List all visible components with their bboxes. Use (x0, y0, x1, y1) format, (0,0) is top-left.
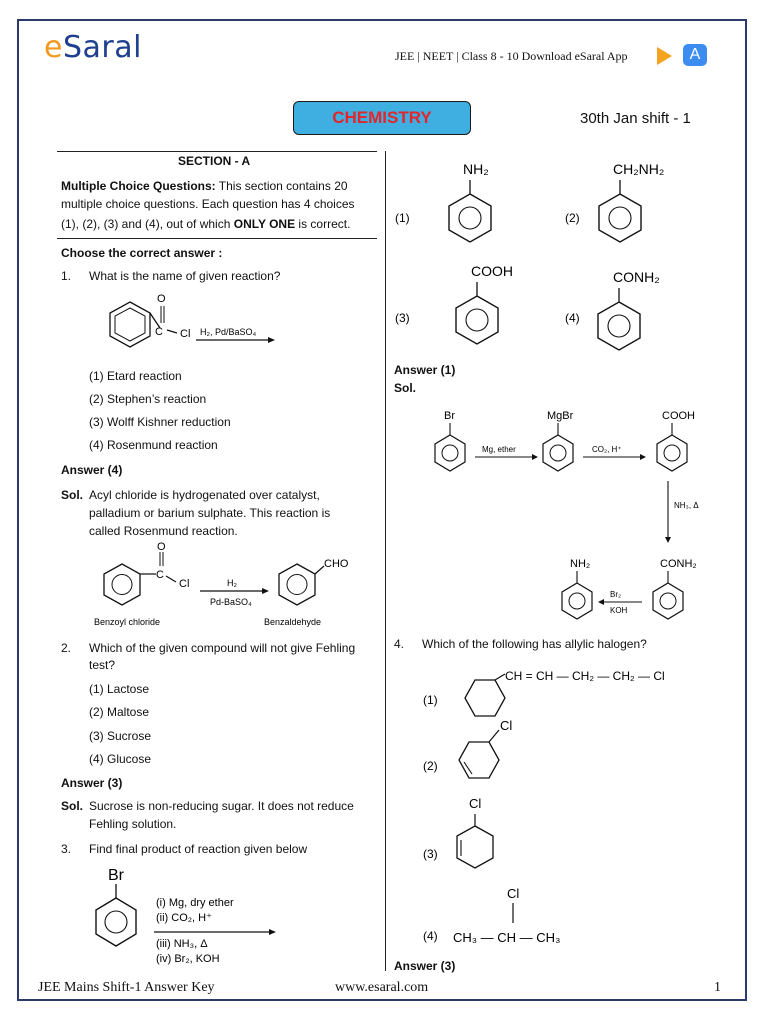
q3-opt-3-num: (3) (395, 311, 410, 325)
q1-sol-reagent-top: H₂ (227, 578, 237, 588)
q3-number: 3. (61, 842, 72, 856)
header-tagline[interactable]: JEE | NEET | Class 8 - 10 Download eSaral App (395, 49, 628, 63)
q3-opt-3-group: COOH (471, 263, 513, 279)
scheme-reagent-1: Mg, ether (482, 445, 516, 454)
column-divider (385, 151, 386, 971)
q4-options-diagram (393, 662, 703, 962)
q4-opt-2-cl: Cl (500, 718, 513, 733)
q3-step-2: (ii) CO₂, H⁺ (156, 912, 212, 924)
footer-title: JEE Mains Shift-1 Answer Key (38, 980, 215, 995)
q1-answer: Answer (4) (61, 463, 123, 477)
q4-opt-3-cl: Cl (469, 796, 482, 811)
reaction-arrowhead (268, 337, 275, 343)
q4-opt-4-chain: CH₃ — CH — CH₃ (453, 930, 561, 945)
q3-opt-2-num: (2) (565, 211, 580, 225)
benzaldehyde-label: Benzaldehyde (264, 617, 322, 627)
q3-reaction-diagram (84, 860, 284, 970)
section-top-rule (57, 151, 377, 152)
q1-sol-label: Sol. (61, 488, 84, 502)
scheme-conh2: CONH₂ (660, 558, 697, 570)
q4-opt-3-num: (3) (423, 847, 438, 861)
q1-option-3[interactable]: (3) Wolff Kishner reduction (89, 415, 231, 429)
q4-opt-1-num: (1) (423, 693, 438, 707)
scheme-reagent-4b: KOH (610, 606, 628, 615)
q2-number: 2. (61, 641, 72, 655)
scheme-reagent-3: NH₃, Δ (674, 501, 699, 510)
scheme-cooh: COOH (662, 410, 695, 422)
q2-sol-line-2: Fehling solution. (89, 817, 177, 831)
q2-option-1[interactable]: (1) Lactose (89, 682, 150, 696)
q1-sol-line-3: called Rosenmund reaction. (89, 524, 238, 538)
q3-opt-4-num: (4) (565, 311, 580, 325)
q4-number: 4. (394, 637, 405, 651)
subject-title: CHEMISTRY (293, 101, 471, 135)
q2-option-2[interactable]: (2) Maltose (89, 705, 150, 719)
q3-opt-1-num: (1) (395, 211, 410, 225)
q1-solution-diagram (92, 540, 362, 628)
q1-text: What is the name of given reaction? (89, 269, 281, 283)
q2-text-line-2: test? (89, 658, 116, 672)
benzene-ring (110, 302, 150, 347)
q4-text: Which of the following has allylic halogen? (422, 637, 647, 651)
q3-step-4: (iv) Br₂, KOH (156, 953, 220, 965)
q4-answer: Answer (3) (394, 959, 456, 973)
cho-group: CHO (324, 558, 349, 570)
q2-sol-label: Sol. (61, 799, 84, 813)
q2-option-4[interactable]: (4) Glucose (89, 752, 152, 766)
q3-opt-4-group: CONH₂ (613, 269, 660, 285)
mcq-line-2: multiple choice questions. Each question has 4 choices (61, 197, 355, 211)
scheme-reagent-2: CO₂, H⁺ (592, 445, 622, 454)
svg-text:O: O (157, 541, 166, 553)
q1-sol-reagent-bottom: Pd-BaSO₄ (210, 597, 252, 607)
shift-label: 30th Jan shift - 1 (580, 110, 691, 127)
q1-option-1[interactable]: (1) Etard reaction (89, 369, 182, 383)
q2-text-line-1: Which of the given compound will not give Fehling (89, 641, 356, 655)
scheme-reagent-4a: Br₂ (610, 590, 622, 599)
q4-opt-2-num: (2) (423, 759, 438, 773)
q3-answer: Answer (1) (394, 363, 456, 377)
benzoyl-chloride-label: Benzoyl chloride (94, 617, 161, 627)
esaral-logo[interactable]: eSaral (44, 30, 142, 65)
mcq-line-1: Multiple Choice Questions: This section contains 20 (61, 179, 348, 193)
instruction-rule (57, 238, 377, 239)
q3-options-diagram (393, 150, 713, 365)
svg-text:Cl: Cl (179, 578, 190, 590)
q3-step-3: (iii) NH₃, Δ (156, 938, 208, 950)
scheme-nh2: NH₂ (570, 558, 591, 570)
choose-answer-heading: Choose the correct answer : (61, 246, 223, 260)
google-play-icon[interactable] (657, 47, 672, 65)
q3-bromo: Br (108, 867, 124, 884)
q4-opt-4-num: (4) (423, 929, 438, 943)
q1-option-4[interactable]: (4) Rosenmund reaction (89, 438, 218, 452)
app-store-icon[interactable]: A (683, 44, 707, 66)
q1-option-2[interactable]: (2) Stephen’s reaction (89, 392, 207, 406)
q2-answer: Answer (3) (61, 776, 123, 790)
q1-reaction-diagram (100, 288, 290, 360)
footer-website[interactable]: www.esaral.com (335, 980, 429, 995)
svg-text:Cl: Cl (180, 328, 191, 340)
q1-reagent: H₂, Pd/BaSO₄ (200, 327, 257, 337)
mcq-line-3: (1), (2), (3) and (4), out of which ONLY ONE is correct. (61, 217, 351, 231)
scheme-br: Br (444, 410, 455, 422)
q3-opt-1-group: NH₂ (463, 161, 489, 177)
svg-text:C: C (156, 569, 164, 581)
q2-option-3[interactable]: (3) Sucrose (89, 729, 152, 743)
q1-number: 1. (61, 269, 72, 283)
svg-text:O: O (157, 293, 166, 305)
q3-step-1: (i) Mg, dry ether (156, 897, 234, 909)
q1-sol-line-1: Acyl chloride is hydrogenated over catalyst, (89, 488, 320, 502)
benzene-inner-ring (115, 308, 145, 341)
q4-opt-4-cl: Cl (507, 886, 520, 901)
q4-opt-1-chain: CH = CH — CH₂ — CH₂ — Cl (505, 669, 665, 683)
q3-text: Find final product of reaction given below (89, 842, 308, 856)
page-number: 1 (714, 980, 721, 995)
scheme-mgbr: MgBr (547, 410, 574, 422)
svg-text:C: C (155, 326, 163, 338)
q3-sol-label: Sol. (394, 381, 417, 395)
q3-solution-scheme (420, 405, 720, 625)
q3-opt-2-group: CH₂NH₂ (613, 161, 665, 177)
q2-sol-line-1: Sucrose is non-reducing sugar. It does not reduce (89, 799, 354, 813)
section-title: SECTION - A (178, 154, 251, 168)
q1-sol-line-2: palladium or barium sulphate. This reaction is (89, 506, 331, 520)
